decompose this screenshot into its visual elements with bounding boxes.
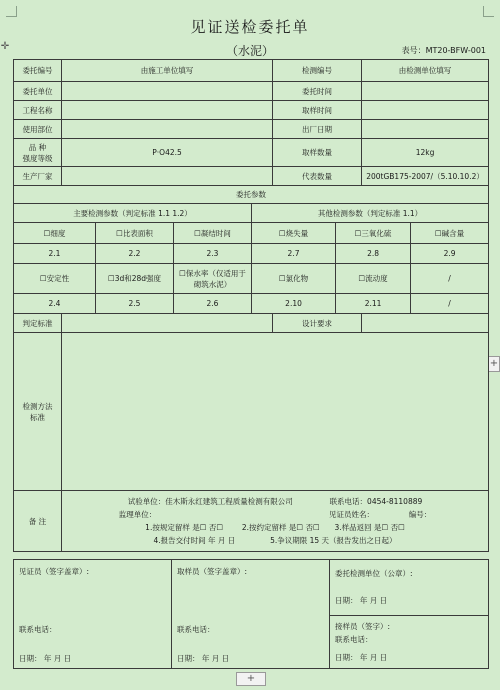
- param-code: 2.7: [252, 244, 336, 264]
- remark-lab-name: 试验单位：佳木斯永红建筑工程质量检测有限公司: [127, 497, 293, 506]
- label-test-method: [14, 333, 62, 491]
- param-setting-time[interactable]: ☐凝结时间: [174, 223, 252, 244]
- client-seal-block[interactable]: [330, 560, 489, 616]
- param-code: 2.2: [96, 244, 174, 264]
- form-title: 见证送检委托单: [190, 18, 310, 36]
- param-strength[interactable]: ☐3d和28d强度: [96, 264, 174, 294]
- label-variety: 品 种: [28, 142, 47, 152]
- receiver-phone-label: 联系电话：: [335, 635, 373, 644]
- param-alkali-content[interactable]: ☐碱含量: [411, 223, 489, 244]
- remark-supervisor: 监理单位：: [118, 510, 157, 519]
- label-usage-location: 使用部位: [14, 120, 62, 139]
- value-production-date[interactable]: [362, 120, 489, 139]
- label-commission-no: 委托编号: [14, 60, 62, 82]
- remarks-line-3: [65, 521, 485, 534]
- param-none: /: [411, 264, 489, 294]
- value-commission-no[interactable]: 由施工单位填写: [62, 60, 273, 82]
- remark-lab-phone: 联系电话：0454-8110889: [329, 497, 423, 506]
- section-commission-params: 委托参数: [14, 186, 489, 204]
- remarks-line-4: [65, 534, 485, 547]
- value-test-method[interactable]: [62, 333, 489, 491]
- param-specific-surface[interactable]: ☐比表面积: [96, 223, 174, 244]
- label-test-method-b: 标准: [30, 412, 45, 422]
- value-project-name[interactable]: [62, 101, 273, 120]
- form-number: 表号：MT20-BFW-001: [401, 46, 486, 55]
- param-code: 2.4: [14, 294, 96, 314]
- param-code: /: [411, 294, 489, 314]
- param-fineness[interactable]: ☐细度: [14, 223, 96, 244]
- param-code: 2.5: [96, 294, 174, 314]
- add-row-icon[interactable]: +: [236, 672, 266, 686]
- param-code: 2.8: [336, 244, 411, 264]
- label-represented-quantity: 代表数量: [273, 167, 362, 186]
- value-judge-standard[interactable]: [62, 314, 273, 333]
- client-seal-label: 委托检测单位（公章）:: [335, 569, 413, 578]
- label-sample-quantity: 取样数量: [273, 139, 362, 167]
- param-code: 2.10: [252, 294, 336, 314]
- sampler-signature-block[interactable]: [172, 560, 330, 669]
- param-water-retention[interactable]: ☐保水率（仅适用于砌筑水泥）: [174, 264, 252, 294]
- witness-phone-label: 联系电话：: [19, 625, 57, 634]
- param-chloride[interactable]: ☐氯化物: [252, 264, 336, 294]
- param-code: 2.11: [336, 294, 411, 314]
- param-code: 2.6: [174, 294, 252, 314]
- value-test-no[interactable]: 由检测单位填写: [362, 60, 489, 82]
- value-sampling-time[interactable]: [362, 101, 489, 120]
- receiver-signature-block[interactable]: [330, 616, 489, 669]
- remarks-line-1: [65, 495, 485, 508]
- value-sample-quantity[interactable]: 12kg: [362, 139, 489, 167]
- param-code: 2.3: [174, 244, 252, 264]
- main-params-header: 主要检测参数（判定标准 1.1 1.2）: [14, 204, 252, 223]
- remark-keep-sample-agreed[interactable]: 2.按约定留样 是☐ 否☐: [241, 523, 320, 532]
- sampler-phone-label: 联系电话：: [177, 625, 215, 634]
- label-design-requirement: 设计要求: [273, 314, 362, 333]
- value-client[interactable]: [62, 82, 273, 101]
- param-fluidity[interactable]: ☐流动度: [336, 264, 411, 294]
- remark-dispute-period: 5.争议期限 15 天（报告发出之日起）: [270, 536, 397, 545]
- add-column-icon[interactable]: +: [488, 356, 500, 372]
- remark-witness-name: 见证员姓名：: [329, 510, 375, 519]
- form-subtitle: （水泥）: [225, 44, 274, 58]
- param-sulfur-trioxide[interactable]: ☐三氧化硫: [336, 223, 411, 244]
- witness-signature-label: 见证员（签字盖章）:: [19, 567, 90, 576]
- value-usage-location[interactable]: [62, 120, 273, 139]
- receiver-signature-label: 接样员（签字）:: [335, 622, 391, 631]
- param-loss-on-ignition[interactable]: ☐烧失量: [252, 223, 336, 244]
- label-judge-standard: 判定标准: [14, 314, 62, 333]
- param-code: 2.1: [14, 244, 96, 264]
- value-design-requirement[interactable]: [362, 314, 489, 333]
- param-code: 2.9: [411, 244, 489, 264]
- label-remarks: 备 注: [14, 491, 62, 552]
- label-test-method-a: 检测方法: [22, 401, 53, 411]
- witness-date: 日期： 年 月 日: [19, 654, 72, 663]
- remark-witness-no: 编号：: [408, 510, 432, 519]
- sampler-date: 日期： 年 月 日: [177, 654, 230, 663]
- label-strength-grade: 强度等级: [22, 153, 53, 163]
- value-represented-quantity[interactable]: 200tGB175-2007/（5.10.10.2）: [362, 167, 489, 186]
- remark-report-delivery: 4.报告交付时间 年 月 日: [153, 536, 236, 545]
- other-params-header: 其他检测参数（判定标准 1.1）: [252, 204, 489, 223]
- signature-table: [13, 559, 489, 669]
- witness-signature-block[interactable]: [14, 560, 172, 669]
- value-variety-grade[interactable]: P·O42.5: [62, 139, 273, 167]
- label-commission-time: 委托时间: [273, 82, 362, 101]
- label-variety-grade: [14, 139, 62, 167]
- remark-sample-return[interactable]: 3.样品返回 是☐ 否☐: [334, 523, 405, 532]
- label-production-date: 出厂日期: [273, 120, 362, 139]
- label-manufacturer: 生产厂家: [14, 167, 62, 186]
- client-date: 日期： 年 月 日: [335, 596, 388, 605]
- sampler-signature-label: 取样员（签字盖章）:: [177, 567, 248, 576]
- table-move-handle-icon[interactable]: ✛: [0, 41, 10, 52]
- label-project-name: 工程名称: [14, 101, 62, 120]
- value-commission-time[interactable]: [362, 82, 489, 101]
- label-client: 委托单位: [14, 82, 62, 101]
- value-manufacturer[interactable]: [62, 167, 273, 186]
- label-sampling-time: 取样时间: [273, 101, 362, 120]
- label-test-no: 检测编号: [273, 60, 362, 82]
- remarks-line-2: [65, 508, 485, 521]
- receiver-date: 日期： 年 月 日: [335, 653, 388, 662]
- remark-keep-sample-rule[interactable]: 1.按规定留样 是☐ 否☐: [145, 523, 224, 532]
- remarks-content: [62, 491, 489, 552]
- commission-table: [13, 59, 489, 552]
- param-soundness[interactable]: ☐安定性: [14, 264, 96, 294]
